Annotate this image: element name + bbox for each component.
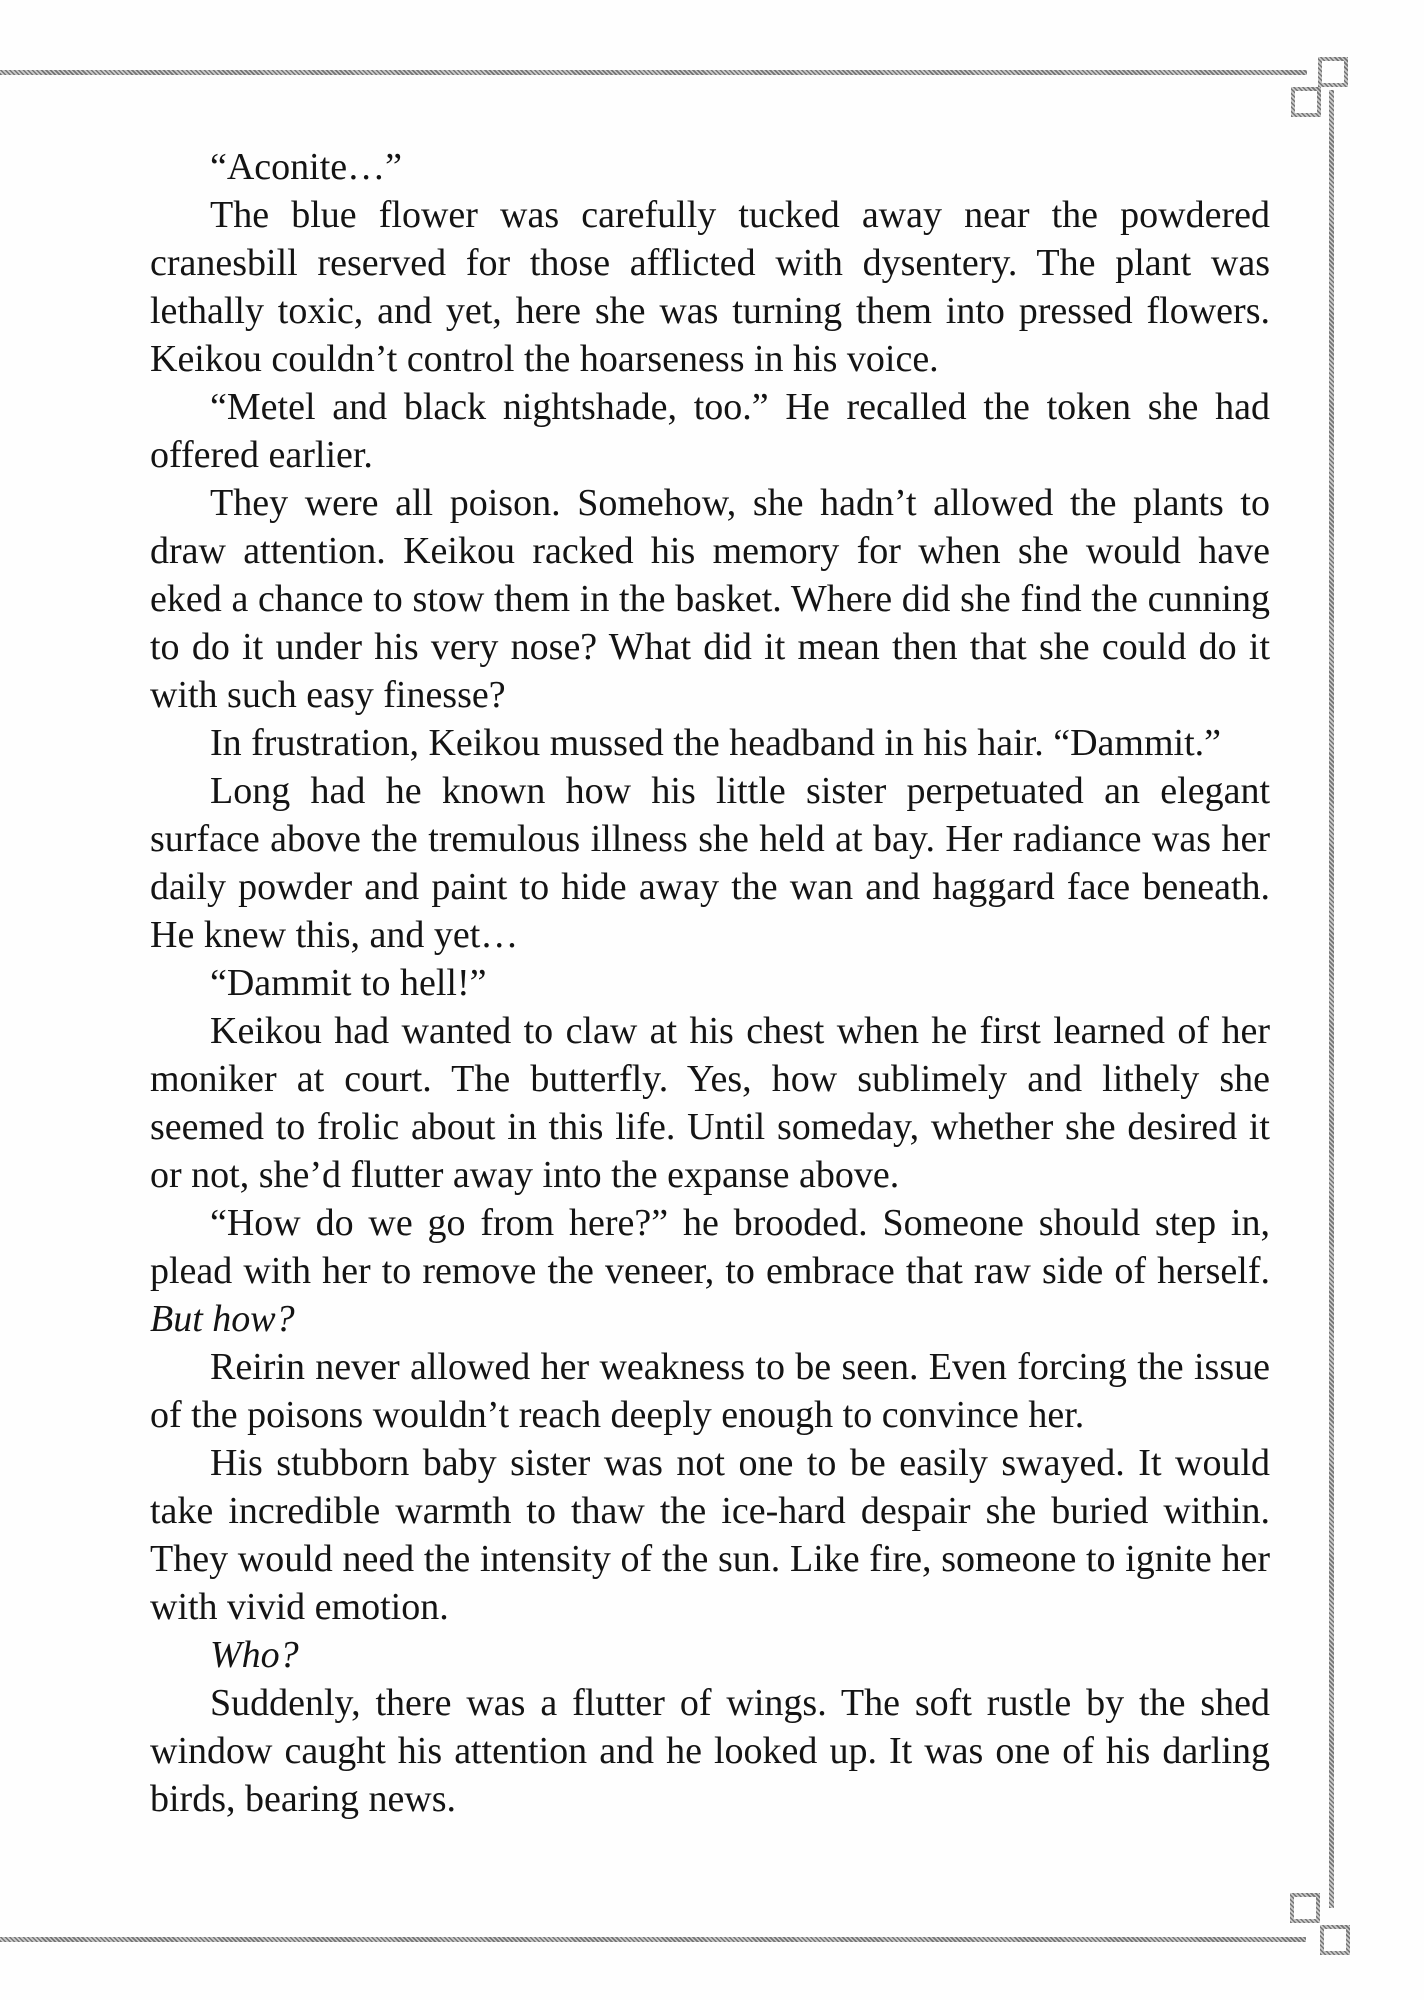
frame-bottom-rule (0, 1937, 1306, 1942)
frame-corner-square-bottom-inner (1290, 1893, 1320, 1923)
paragraph-3-segment-1: “Metel and black nightshade, too.” He recalled the token she had offered earlier. (150, 386, 1270, 476)
paragraph-6 (150, 767, 1270, 959)
paragraph-7-segment-1: “Dammit to hell!” (210, 962, 487, 1004)
paragraph-5 (150, 719, 1270, 767)
paragraph-6-segment-1: Long had he known how his little sister perpetuated an elegant surface above the tremulous illness she held at bay. Her radiance was her daily powder and paint to hide away the wan and haggard face beneath. He knew this, and yet… (150, 770, 1270, 956)
paragraph-2 (150, 191, 1270, 383)
paragraph-9-segment-1: “How do we go from here?” he brooded. Someone should step in, plead with her to remove the veneer, to embrace that raw side of herself. (150, 1202, 1270, 1292)
paragraph-12-segment-1: Who? (210, 1634, 299, 1676)
paragraph-7 (150, 959, 1270, 1007)
paragraph-8 (150, 1007, 1270, 1199)
frame-corner-square-top-outer (1318, 57, 1348, 87)
paragraph-9-segment-2: But how? (150, 1298, 295, 1340)
frame-top-rule (0, 70, 1307, 75)
paragraph-10-segment-1: Reirin never allowed her weakness to be seen. Even forcing the issue of the poisons wouldn’t reach deeply enough to convince her. (150, 1346, 1270, 1436)
page-text (150, 143, 1270, 1823)
frame-corner-square-top-inner (1291, 87, 1321, 117)
paragraph-1 (150, 143, 1270, 191)
paragraph-3 (150, 383, 1270, 479)
paragraph-10 (150, 1343, 1270, 1439)
paragraph-4 (150, 479, 1270, 719)
paragraph-11 (150, 1439, 1270, 1631)
frame-corner-square-bottom-outer (1320, 1925, 1350, 1955)
paragraph-2-segment-1: The blue flower was carefully tucked away near the powdered cranesbill reserved for those afflicted with dysentery. The plant was lethally toxic, and yet, here she was turning them into pressed flowers. Keikou couldn’t control the hoarseness in his voice. (150, 194, 1270, 380)
paragraph-8-segment-1: Keikou had wanted to claw at his chest when he first learned of her moniker at court. The butterfly. Yes, how sublimely and lithely she seemed to frolic about in this life. Until someday, whether she desired it or not, she’d flutter away into the expanse above. (150, 1010, 1270, 1196)
paragraph-13-segment-1: Suddenly, there was a flutter of wings. The soft rustle by the shed window caught his attention and he looked up. It was one of his darling birds, bearing news. (150, 1682, 1270, 1820)
paragraph-9 (150, 1199, 1270, 1343)
paragraph-11-segment-1: His stubborn baby sister was not one to be easily swayed. It would take incredible warmth to thaw the ice-hard despair she buried within. They would need the intensity of the sun. Like fire, someone to ignite her with vivid emotion. (150, 1442, 1270, 1628)
paragraph-5-segment-1: In frustration, Keikou mussed the headband in his hair. “Dammit.” (210, 722, 1221, 764)
paragraph-12 (150, 1631, 1270, 1679)
paragraph-13 (150, 1679, 1270, 1823)
paragraph-1-segment-1: “Aconite…” (210, 146, 403, 188)
paragraph-4-segment-1: They were all poison. Somehow, she hadn’t allowed the plants to draw attention. Keikou racked his memory for when she would have eked a chance to stow them in the basket. Where did she find the cunning to do it under his very nose? What did it mean then that she could do it with such easy finesse? (150, 482, 1270, 716)
frame-right-rule (1329, 90, 1334, 1908)
